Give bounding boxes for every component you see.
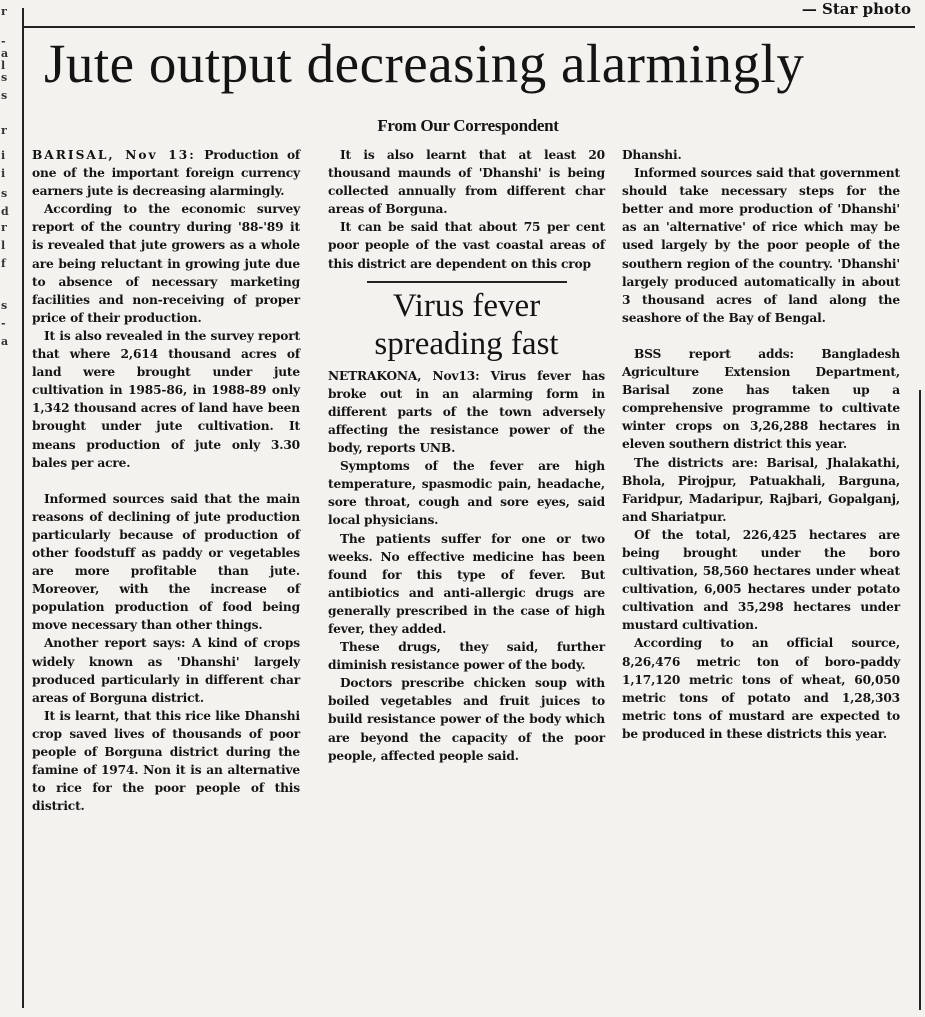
column-rule-right [919, 390, 925, 1010]
sub-headline: Virus fever spreading fast [374, 287, 559, 362]
dateline: NETRAKONA, Nov13: [328, 368, 480, 383]
paragraph: BSS report adds: Bangladesh Agriculture Extension Department, Barisal zone has taken up a comprehensive programme to cultivate winter crops on 3,26,288 hectares in eleven southern district this year. [622, 346, 900, 452]
paragraph: According to the economic survey report of the country during '88-'89 it is revealed that jute growers as a whole are being reluctant in growing jute due to absence of necessary marketing facilities and non-receiving of proper price of their production. [32, 202, 300, 325]
paragraph: According to an official source, 8,26,476 metric ton of boro-paddy 1,17,120 metric tons of wheat, 60,050 metric tons of potato and 1,28,303 metric tons of mustard are expected to be produced in these districts this year. [622, 636, 900, 741]
headline: Jute output decreasing alarmingly [44, 33, 805, 94]
section-divider [367, 281, 567, 283]
photo-credit: — Star photo [801, 0, 911, 18]
paragraph: These drugs, they said, further diminish resistance power of the body. [328, 640, 605, 673]
paragraph: Doctors prescribe chicken soup with boiled vegetables and fruit juices to build resistance power of the body which are beyond the capacity of the poor people, affected people said. [328, 676, 605, 763]
article-column-1 [32, 146, 300, 815]
column-rule [22, 8, 24, 1008]
paragraph: The patients suffer for one or two weeks. No effective medicine has been found for this type of fever. But antibiotics and anti-allergic drugs are generally prescribed in the case of high fever, they added. [328, 531, 605, 636]
paragraph: BARISAL, Nov 13: Production of one of the important foreign currency earners jute is decreasing alarmingly. [32, 148, 301, 199]
paragraph: NETRAKONA, Nov13: Virus fever has broke out in an alarming form in different parts of the town adversely affecting the resistance power of the body, reports UNB. [328, 368, 606, 456]
paragraph: Informed sources said that the main reasons of declining of jute production particularly because of production of other foodstuff as paddy or vegetables are more profitable than jute. Moreover, with the increase of population production of food being move necessary than other things. [32, 491, 300, 633]
paragraph: It is learnt, that this rice like Dhanshi crop saved lives of thousands of poor people of Borguna district during the famine of 1974. Non it is an alternative to rice for the poor people of this district. [32, 708, 300, 814]
paragraph: Symptoms of the fever are high temperature, spasmodic pain, headache, sore throat, cough and sore eyes, said local physicians. [328, 459, 605, 528]
paragraph: It is also revealed in the survey report that where 2,614 thousand acres of land were brought under jute cultivation in 1985-86, in 1988-89 only 1,342 thousand acres of land have been brought under jute cultivation. It means production of jute only 3.30 bales per acre. [32, 328, 300, 470]
byline: From Our Correspondent [377, 116, 559, 135]
adjacent-column-fragment: r - a l s s r i i s d r l f s - a [1, 5, 9, 348]
paragraph: Informed sources said that government should take necessary steps for the better and more production of 'Dhanshi' as an 'alternative' of rice which may be used largely by the poor people of the southern region of the country. 'Dhanshi' largely produced automatically in about 3 thousand acres of land along the seashore of the Bay of Bengal. [622, 166, 900, 325]
article-column-3 [622, 146, 900, 743]
article-column-2 [328, 146, 605, 765]
paragraph: Another report says: A kind of crops widely known as 'Dhanshi' largely produced particularly in different char areas of Borguna district. [32, 636, 300, 705]
paragraph-continued: Dhanshi. [622, 148, 682, 162]
dateline: BARISAL, Nov 13: [32, 148, 196, 162]
paragraph: The districts are: Barisal, Jhalakathi, Bhola, Pirojpur, Patuakhali, Barguna, Faridpur, Madaripur, Rajbari, Gopalganj, and Shariatpur. [622, 455, 900, 524]
paragraph: It can be said that about 75 per cent poor people of the vast coastal areas of this district are dependent on this crop [328, 220, 605, 271]
paragraph: Of the total, 226,425 hectares are being brought under the boro cultivation, 58,560 hectares under wheat cultivation, 6,005 hectares under potato cultivation and 35,298 hectares under mustard cultivation. [622, 527, 900, 633]
paragraph: It is also learnt that at least 20 thousand maunds of 'Dhanshi' is being collected annually from different char areas of Borguna. [328, 148, 605, 217]
top-rule [22, 26, 915, 28]
